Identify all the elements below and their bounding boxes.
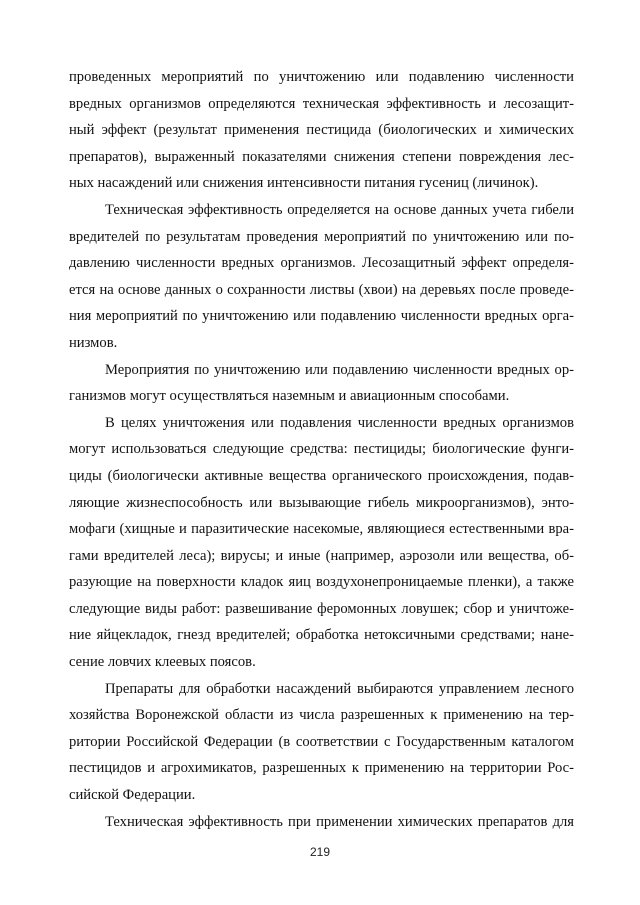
document-body (69, 64, 574, 835)
text-line: проведенных мероприятий по уничтожению или подавлению численности (69, 69, 574, 85)
text-line: ритории Российской Федерации (в соответствии с Государственным каталогом (69, 733, 574, 750)
text-line: Техническая эффективность при применении химических препаратов для (105, 813, 574, 830)
text-line: В целях уничтожения или подавления численности вредных организмов (105, 414, 574, 431)
text-line: ние яйцекладок, гнезд вредителей; обработка нетоксичными средствами; нане- (69, 627, 574, 644)
text-line: разующие на поверхности кладок яиц воздухонепроницаемые пленки), а также (69, 574, 574, 591)
text-line: хозяйства Воронежской области из числа разрешенных к применению на тер- (69, 707, 574, 724)
text-line: гами вредителей леса); вирусы; и иные (например, аэрозоли или вещества, об- (69, 547, 574, 564)
text-line: Техническая эффективность определяется на основе данных учета гибели (105, 201, 574, 218)
text-line: ния мероприятий по уничтожению или подавлению численности вредных орга- (69, 308, 574, 325)
text-line: сийской Федерации. (69, 787, 196, 804)
paragraph-2 (69, 197, 574, 357)
text-line: препаратов), выраженный показателями снижения степени повреждения лес- (69, 148, 574, 165)
paragraph-4 (69, 410, 574, 676)
text-line: Препараты для обработки насаждений выбираются управлением лесного (105, 680, 574, 697)
text-line: мофаги (хищные и паразитические насекомые, являющиеся естественными вра- (69, 521, 574, 538)
text-line: Мероприятия по уничтожению или подавлению численности вредных ор- (105, 361, 574, 378)
text-line: вредителей по результатам проведения мероприятий по уничтожению или по- (69, 228, 574, 245)
text-line: ется на основе данных о сохранности листвы (хвои) на деревьях после проведе- (69, 281, 574, 298)
paragraph-6 (69, 809, 574, 836)
text-line: низмов. (69, 334, 118, 351)
text-line: могут использоваться следующие средства: пестициды; биологические фунги- (69, 441, 574, 458)
text-line: ляющие жизнеспособность или вызывающие гибель микроорганизмов), энто- (69, 494, 574, 511)
paragraph-5 (69, 676, 574, 809)
text-line: ный эффект (результат применения пестицида (биологических и химических (69, 122, 574, 139)
text-line: сение ловчих клеевых поясов. (69, 654, 256, 671)
paragraph-1 (69, 64, 574, 197)
text-line: ных насаждений или снижения интенсивности питания гусениц (личинок). (69, 175, 539, 192)
text-line: следующие виды работ: развешивание феромонных ловушек; сбор и уничтоже- (69, 600, 574, 617)
text-line: ганизмов могут осуществляться наземным и авиационным способами. (69, 388, 510, 405)
page-number: 219 (309, 845, 331, 859)
text-line: циды (биологически активные вещества органического происхождения, подав- (69, 467, 574, 484)
text-line: давлению численности вредных организмов. Лесозащитный эффект определя- (69, 255, 574, 272)
text-line: вредных организмов определяются техническая эффективность и лесозащит- (69, 95, 574, 112)
text-line: пестицидов и агрохимикатов, разрешенных к применению на территории Рос- (69, 760, 574, 777)
paragraph-3 (69, 357, 574, 410)
